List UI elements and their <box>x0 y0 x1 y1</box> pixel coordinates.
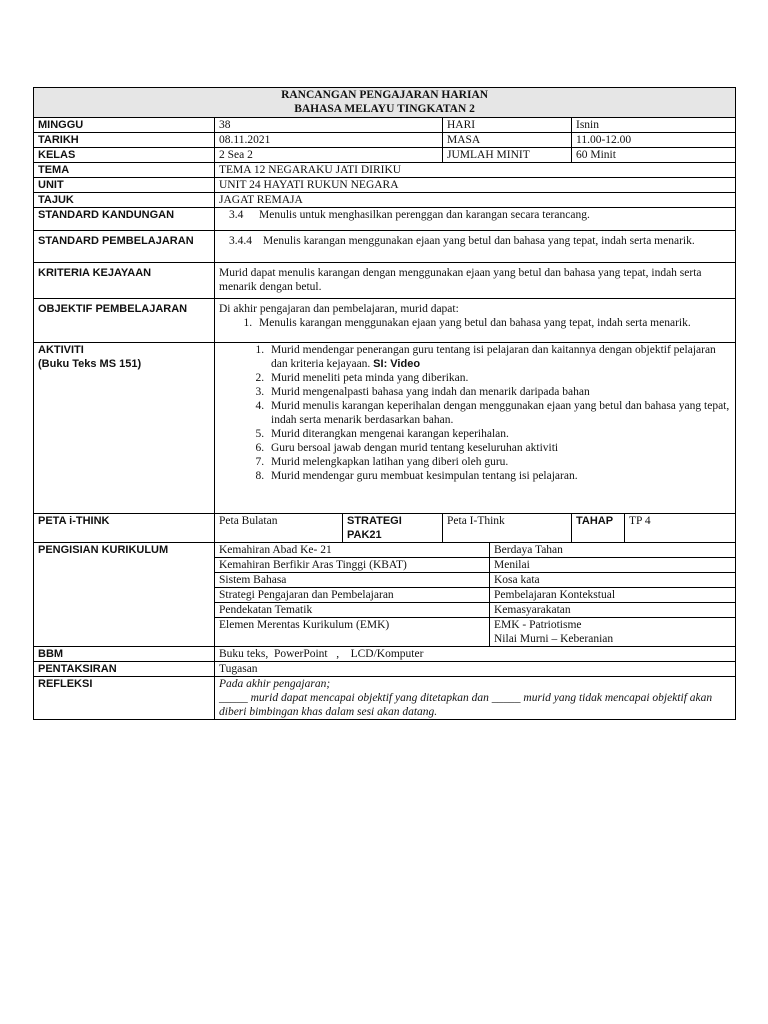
peta-value: Peta Bulatan <box>215 514 343 543</box>
pengisian-left-6: Elemen Merentas Kurikulum (EMK) <box>215 618 490 647</box>
standard-kandungan-text: Menulis untuk menghasilkan perenggan dan karangan secara terancang. <box>259 209 590 221</box>
title-line-1: RANCANGAN PENGAJARAN HARIAN <box>281 89 489 101</box>
aktiviti-item-3: 3. Murid mengenalpasti bahasa yang indah dan menarik daripada bahan <box>267 385 731 399</box>
tahap-label: TAHAP <box>572 514 625 543</box>
bbm-value: Buku teks, PowerPoint , LCD/Komputer <box>215 647 736 662</box>
kelas-label: KELAS <box>34 148 215 163</box>
aktiviti-item-1-media: SI: Video <box>373 358 421 370</box>
objektif-list <box>219 316 731 330</box>
minggu-value: 38 <box>215 118 443 133</box>
strategi-label: STRATEGI PAK21 <box>343 514 443 543</box>
pentaksiran-label: PENTAKSIRAN <box>34 662 215 677</box>
strategi-value: Peta I-Think <box>443 514 572 543</box>
page-title <box>34 88 736 118</box>
aktiviti-item-2: 2. Murid meneliti peta minda yang diberikan. <box>267 371 731 385</box>
pengisian-right-1: Berdaya Tahan <box>490 543 736 558</box>
unit-row <box>34 178 736 193</box>
pengisian-right-7: Nilai Murni – Keberanian <box>490 632 736 647</box>
peta-label: PETA i-THINK <box>34 514 215 543</box>
pengisian-left-4: Strategi Pengajaran dan Pembelajaran <box>215 588 490 603</box>
pengisian-label: PENGISIAN KURIKULUM <box>34 543 215 647</box>
masa-label: MASA <box>443 133 572 148</box>
tema-label: TEMA <box>34 163 215 178</box>
standard-pembelajaran-row <box>34 231 736 263</box>
aktiviti-sublabel: (Buku Teks MS 151) <box>38 358 142 370</box>
pentaksiran-value: Tugasan <box>215 662 736 677</box>
aktiviti-label: AKTIVITI <box>38 344 84 356</box>
pengisian-right-2: Menilai <box>490 558 736 573</box>
tarikh-label: TARIKH <box>34 133 215 148</box>
tahap-value: TP 4 <box>625 514 736 543</box>
standard-pembelajaran-label: STANDARD PEMBELAJARAN <box>34 231 215 263</box>
pengisian-left-3: Sistem Bahasa <box>215 573 490 588</box>
aktiviti-value <box>215 343 736 514</box>
aktiviti-item-5: 5. Murid diterangkan mengenai karangan keperihalan. <box>267 427 731 441</box>
pengisian-right-4: Pembelajaran Kontekstual <box>490 588 736 603</box>
objektif-value <box>215 299 736 343</box>
tema-row <box>34 163 736 178</box>
standard-kandungan-code: 3.4 <box>229 209 244 221</box>
kriteria-row <box>34 263 736 299</box>
aktiviti-item-7: 7. Murid melengkapkan latihan yang diberi oleh guru. <box>267 455 731 469</box>
objektif-label: OBJEKTIF PEMBELAJARAN <box>34 299 215 343</box>
peta-row <box>34 514 736 543</box>
aktiviti-item-1-text: Murid mendengar penerangan guru tentang isi pelajaran dan kaitannya dengan objektif pelajaran dan kriteria kejayaan. <box>271 344 716 370</box>
kriteria-label: KRITERIA KEJAYAAN <box>34 263 215 299</box>
refleksi-label: REFLEKSI <box>34 677 215 720</box>
refleksi-row <box>34 677 736 720</box>
kriteria-value: Murid dapat menulis karangan dengan menggunakan ejaan yang betul dan bahasa yang tepat, indah serta menarik dengan betul. <box>215 263 736 299</box>
unit-value: UNIT 24 HAYATI RUKUN NEGARA <box>215 178 736 193</box>
standard-kandungan-label: STANDARD KANDUNGAN <box>34 208 215 231</box>
masa-value: 11.00-12.00 <box>572 133 736 148</box>
title-row <box>34 88 736 118</box>
bbm-label: BBM <box>34 647 215 662</box>
pengisian-left-5: Pendekatan Tematik <box>215 603 490 618</box>
pengisian-row-1 <box>34 543 736 558</box>
aktiviti-item-6: 6. Guru bersoal jawab dengan murid tentang keseluruhan aktiviti <box>267 441 731 455</box>
tajuk-row <box>34 193 736 208</box>
minggu-row <box>34 118 736 133</box>
aktiviti-item-1 <box>267 343 731 371</box>
tema-value: TEMA 12 NEGARAKU JATI DIRIKU <box>215 163 736 178</box>
standard-pembelajaran-code: 3.4.4 <box>229 235 252 247</box>
pengisian-right-3: Kosa kata <box>490 573 736 588</box>
hari-value: Isnin <box>572 118 736 133</box>
aktiviti-item-4: 4. Murid menulis karangan keperihalan dengan menggunakan ejaan yang betul dan bahasa yang tepat, indah serta menarik berdasarkan bahan. <box>267 399 731 427</box>
jumlah-minit-value: 60 Minit <box>572 148 736 163</box>
unit-label: UNIT <box>34 178 215 193</box>
standard-kandungan-row <box>34 208 736 231</box>
pentaksiran-row <box>34 662 736 677</box>
refleksi-line-1: Pada akhir pengajaran; <box>219 678 331 690</box>
objektif-intro: Di akhir pengajaran dan pembelajaran, murid dapat: <box>219 303 459 315</box>
pengisian-right-5: Kemasyarakatan <box>490 603 736 618</box>
minggu-label: MINGGU <box>34 118 215 133</box>
kelas-value: 2 Sea 2 <box>215 148 443 163</box>
aktiviti-list <box>219 343 731 483</box>
tarikh-value: 08.11.2021 <box>215 133 443 148</box>
standard-pembelajaran-value <box>215 231 736 263</box>
objektif-row <box>34 299 736 343</box>
aktiviti-item-8: 8. Murid mendengar guru membuat kesimpulan tentang isi pelajaran. <box>267 469 731 483</box>
hari-label: HARI <box>443 118 572 133</box>
refleksi-line-2: _____ murid dapat mencapai objektif yang ditetapkan dan _____ murid yang tidak mencapai objektif akan diberi bimbingan khas dalam sesi akan datang. <box>219 692 713 718</box>
kelas-row <box>34 148 736 163</box>
tajuk-label: TAJUK <box>34 193 215 208</box>
standard-kandungan-value <box>215 208 736 231</box>
tajuk-value: JAGAT REMAJA <box>215 193 736 208</box>
pengisian-right-6: EMK - Patriotisme <box>490 618 736 633</box>
refleksi-value <box>215 677 736 720</box>
objektif-item: 1. Menulis karangan menggunakan ejaan yang betul dan bahasa yang tepat, indah serta menarik. <box>255 316 731 330</box>
tarikh-row <box>34 133 736 148</box>
pengisian-left-1: Kemahiran Abad Ke- 21 <box>215 543 490 558</box>
title-line-2: BAHASA MELAYU TINGKATAN 2 <box>294 103 475 115</box>
aktiviti-label-cell <box>34 343 215 514</box>
standard-pembelajaran-text: Menulis karangan menggunakan ejaan yang betul dan bahasa yang tepat, indah serta menarik. <box>263 235 695 247</box>
jumlah-minit-label: JUMLAH MINIT <box>443 148 572 163</box>
bbm-row <box>34 647 736 662</box>
lesson-plan-table <box>33 87 736 720</box>
pengisian-left-2: Kemahiran Berfikir Aras Tinggi (KBAT) <box>215 558 490 573</box>
aktiviti-row <box>34 343 736 514</box>
